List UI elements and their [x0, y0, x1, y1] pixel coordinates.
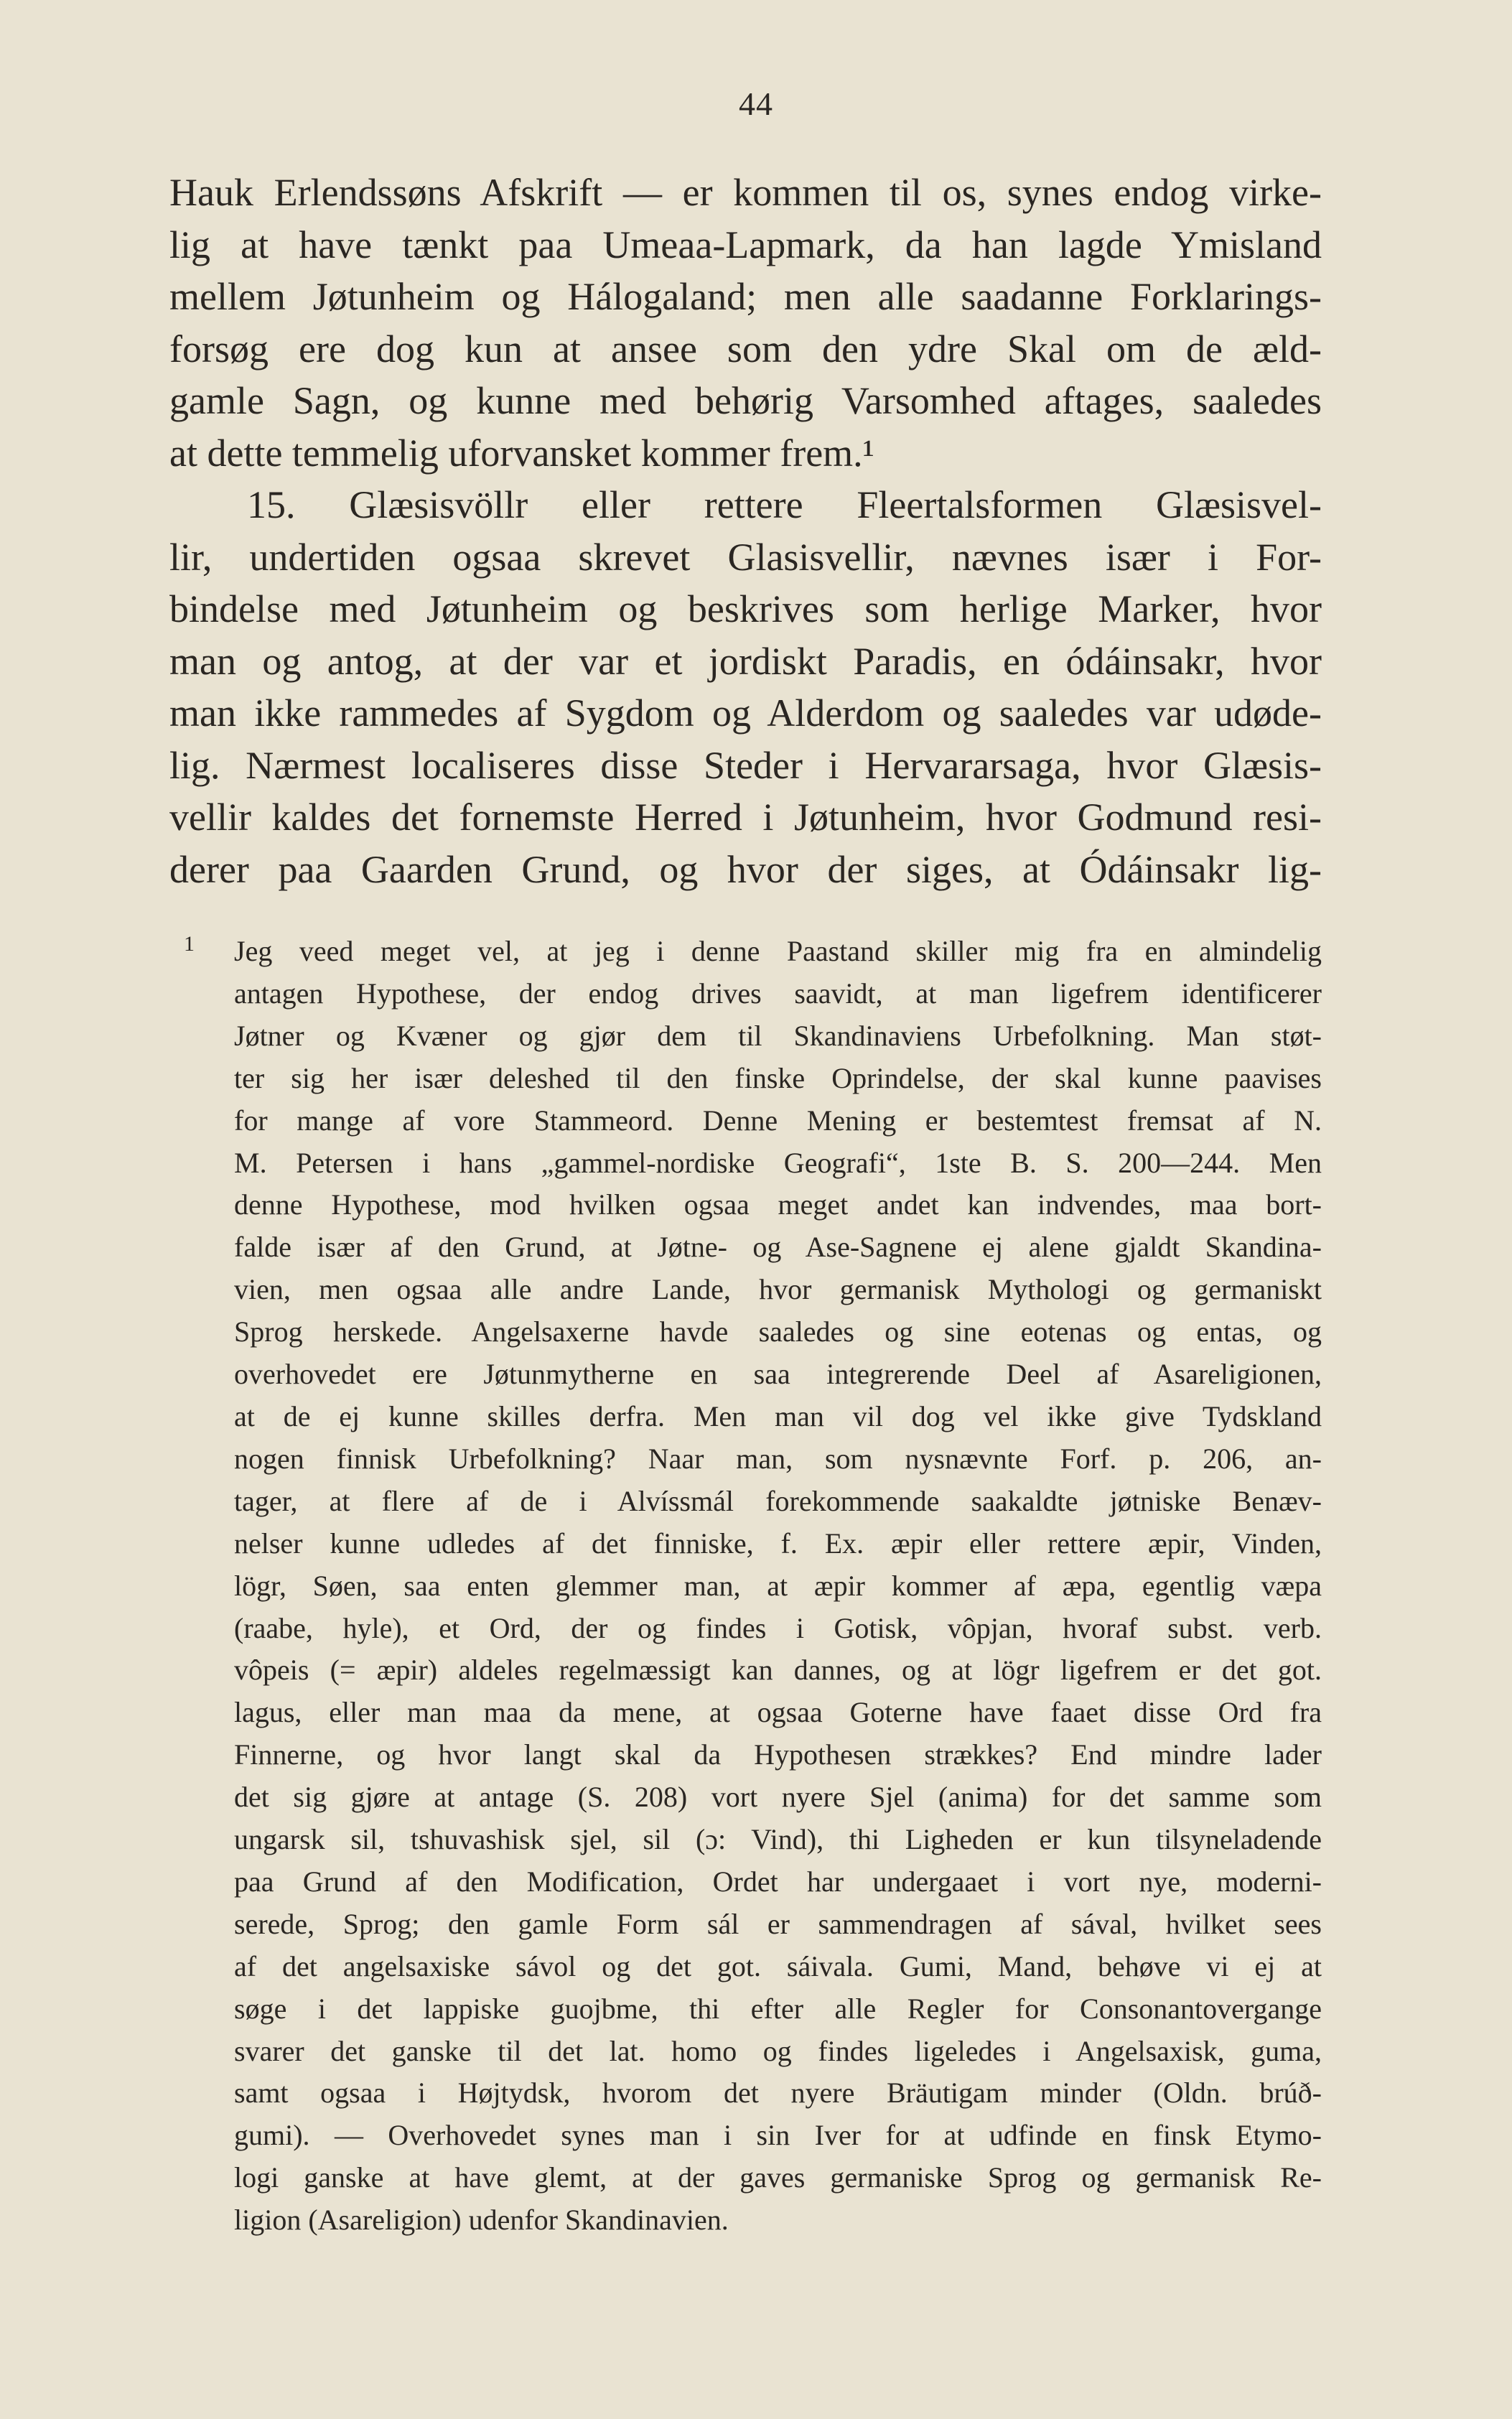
footnote-line: ter sig her især deleshed til den finske Oprindelse, der skal kunne paavises [234, 1061, 1322, 1094]
body-line: man og antog, at der var et jordiskt Paradis, en ódáinsakr, hvor [169, 639, 1322, 683]
footnote-line: denne Hypothese, mod hvilken ogsaa meget andet kan indvendes, maa bort- [234, 1188, 1322, 1221]
body-line: vellir kaldes det fornemste Herred i Jøtunheim, hvor Godmund resi- [169, 796, 1322, 839]
footnote-line: det sig gjøre at antage (S. 208) vort nyere Sjel (anima) for det samme som [234, 1781, 1322, 1814]
footnote-line: M. Petersen i hans „gammel-nordiske Geografi“, 1ste B. S. 200—244. Men [234, 1146, 1322, 1179]
footnote-line: gumi). — Overhovedet synes man i sin Iver for at udfinde en finsk Etymo- [234, 2119, 1322, 2152]
body-line: man ikke rammedes af Sygdom og Alderdom og saaledes var udøde- [169, 691, 1322, 735]
footnote-line: ungarsk sil, tshuvashisk sjel, sil (ɔ: Vind), thi Ligheden er kun tilsyneladende [234, 1823, 1322, 1856]
footnote-line: tager, at flere af de i Alvíssmál forekommende saakaldte jøtniske Benæv- [234, 1484, 1322, 1517]
body-line: lig at have tænkt paa Umeaa-Lapmark, da han lagde Ymisland [169, 223, 1322, 266]
body-line: at dette temmelig uforvansket kommer frem.¹ [169, 431, 874, 475]
body-line: derer paa Gaarden Grund, og hvor der siges, at Ódáinsakr lig- [169, 847, 1322, 891]
footnote-line: nogen finnisk Urbefolkning? Naar man, som nysnævnte Forf. p. 206, an- [234, 1442, 1322, 1475]
footnote [169, 923, 1322, 2242]
footnote-line: (raabe, hyle), et Ord, der og findes i Gotisk, vôpjan, hvoraf subst. verb. [234, 1611, 1322, 1644]
footnote-line: Jøtner og Kvæner og gjør dem til Skandinaviens Urbefolkning. Man støt- [234, 1019, 1322, 1052]
body-line: bindelse med Jøtunheim og beskrives som herlige Marker, hvor [169, 587, 1322, 630]
body-line: Hauk Erlendssøns Afskrift — er kommen til os, synes endog virke- [169, 171, 1322, 214]
body-line: lig. Nærmest localiseres disse Steder i Hervararsaga, hvor Glæsis- [169, 743, 1322, 787]
footnote-line: vien, men ogsaa alle andre Lande, hvor germanisk Mythologi og germaniskt [234, 1273, 1322, 1306]
footnote-line: antagen Hypothese, der endog drives saavidt, at man ligefrem identificerer [234, 977, 1322, 1010]
footnote-line: falde især af den Grund, at Jøtne- og Ase-Sagnene ej alene gjaldt Skandina- [234, 1231, 1322, 1264]
footnote-line: nelser kunne udledes af det finniske, f. Ex. æpir eller rettere æpir, Vinden, [234, 1527, 1322, 1560]
footnote-line: Finnerne, og hvor langt skal da Hypothesen strækkes? End mindre lader [234, 1738, 1322, 1771]
footnote-line: søge i det lappiske guojbme, thi efter alle Regler for Consonantovergange [234, 1992, 1322, 2025]
footnote-line: paa Grund af den Modification, Ordet har undergaaet i vort nye, moderni- [234, 1865, 1322, 1898]
footnote-line: samt ogsaa i Højtydsk, hvorom det nyere Bräutigam minder (Oldn. brúð- [234, 2077, 1322, 2110]
main-text [169, 167, 1322, 895]
footnote-line: af det angelsaxiske sávol og det got. sáivala. Gumi, Mand, behøve vi ej at [234, 1949, 1322, 1982]
footnote-line: lagus, eller man maa da mene, at ogsaa Goterne have faaet disse Ord fra [234, 1696, 1322, 1729]
body-line: gamle Sagn, og kunne med behørig Varsomhed aftages, saaledes [169, 379, 1322, 422]
footnote-line: ligion (Asareligion) udenfor Skandinavien. [234, 2204, 729, 2237]
footnote-line: lögr, Søen, saa enten glemmer man, at æpir kommer af æpa, egentlig væpa [234, 1569, 1322, 1602]
footnote-line [169, 923, 1322, 973]
footnote-line: logi ganske at have glemt, at der gaves germaniske Sprog og germanisk Re- [234, 2161, 1322, 2194]
footnote-line: for mange af vore Stammeord. Denne Mening er bestemtest fremsat af N. [234, 1104, 1322, 1137]
footnote-line: svarer det ganske til det lat. homo og findes ligeledes i Angelsaxisk, guma, [234, 2034, 1322, 2067]
body-line: 15. Glæsisvöllr eller rettere Fleertalsformen Glæsisvel- [247, 483, 1322, 526]
page-number: 44 [739, 85, 773, 122]
footnote-line: serede, Sprog; den gamle Form sál er sammendragen af sával, hvilket sees [234, 1907, 1322, 1940]
footnote-line-text: Jeg veed meget vel, at jeg i denne Paastand skiller mig fra en almindelig [234, 935, 1322, 967]
footnote-line: Sprog herskede. Angelsaxerne havde saaledes og sine eotenas og entas, og [234, 1315, 1322, 1348]
body-line: mellem Jøtunheim og Hálogaland; men alle saadanne Forklarings- [169, 275, 1322, 318]
footnote-line: vôpeis (= æpir) aldeles regelmæssigt kan dannes, og at lögr ligefrem er det got. [234, 1654, 1322, 1687]
body-line: forsøg ere dog kun at ansee som den ydre Skal om de æld- [169, 327, 1322, 370]
body-line: lir, undertiden ogsaa skrevet Glasisvellir, nævnes især i For- [169, 535, 1322, 579]
footnote-line: at de ej kunne skilles derfra. Men man vil dog vel ikke give Tydskland [234, 1399, 1322, 1432]
footnote-line: overhovedet ere Jøtunmytherne en saa integrerende Deel af Asareligionen, [234, 1358, 1322, 1391]
footnote-marker: 1 [184, 932, 195, 956]
